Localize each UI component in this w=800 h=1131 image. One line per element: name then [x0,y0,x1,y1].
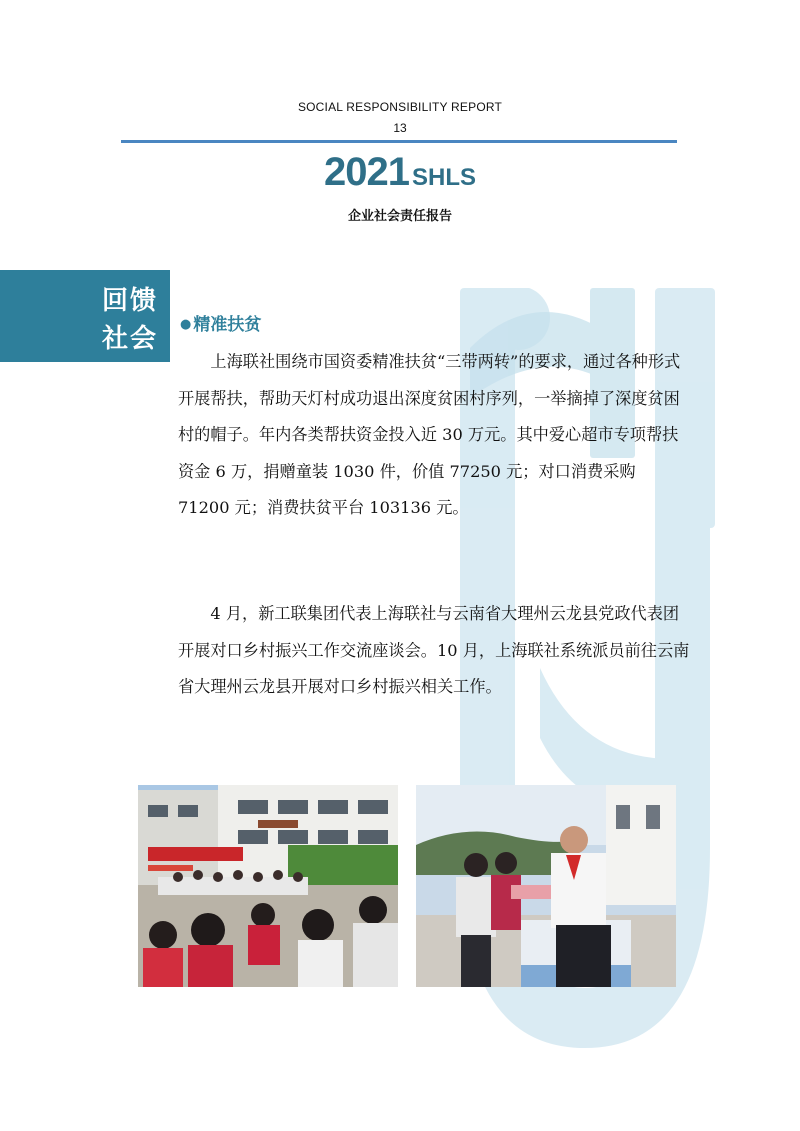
paragraph-2-text: 4 月，新工联集团代表上海联社与云南省大理州云龙县党政代表团开展对口乡村振兴工作交流座谈会。10 月，上海联社系统派员前往云南省大理州云龙县开展对口乡村振兴相关工作。 [178,604,690,696]
brand-text: SHLS [411,164,476,191]
chapter-tab [0,270,170,362]
paragraph-1-text: 上海联社围绕市国资委精准扶贫“三带两转”的要求，通过各种形式开展帮扶，帮助天灯村成功退出深度贫困村序列，一举摘掉了深度贫困村的帽子。年内各类帮扶资金投入近 30 万元。其中爱心超市专项帮扶资金 6 万，捐赠童装 1030 件，价值 77250 元；对口消费采购 71200 元；消费扶贫平台 103136 元。 [178,352,681,517]
report-title-cn: 企业社会责任报告 [347,209,452,224]
paragraph-1 [178,344,690,527]
bullet-icon: ● [180,317,192,332]
chapter-tab-line-1: 回馈 [101,286,158,316]
section-heading-text: 精准扶贫 [193,315,262,335]
page-number: 13 [393,121,407,135]
photo-donation [416,785,676,987]
year-text: 2021 [324,150,409,194]
chapter-tab-line-2: 社会 [101,324,158,354]
report-title-en: SOCIAL RESPONSIBILITY REPORT [297,100,503,114]
section-heading [180,310,261,335]
photo-meeting [138,785,398,987]
year-logo [0,150,800,195]
paragraph-2 [178,596,690,706]
header-divider [121,140,677,143]
